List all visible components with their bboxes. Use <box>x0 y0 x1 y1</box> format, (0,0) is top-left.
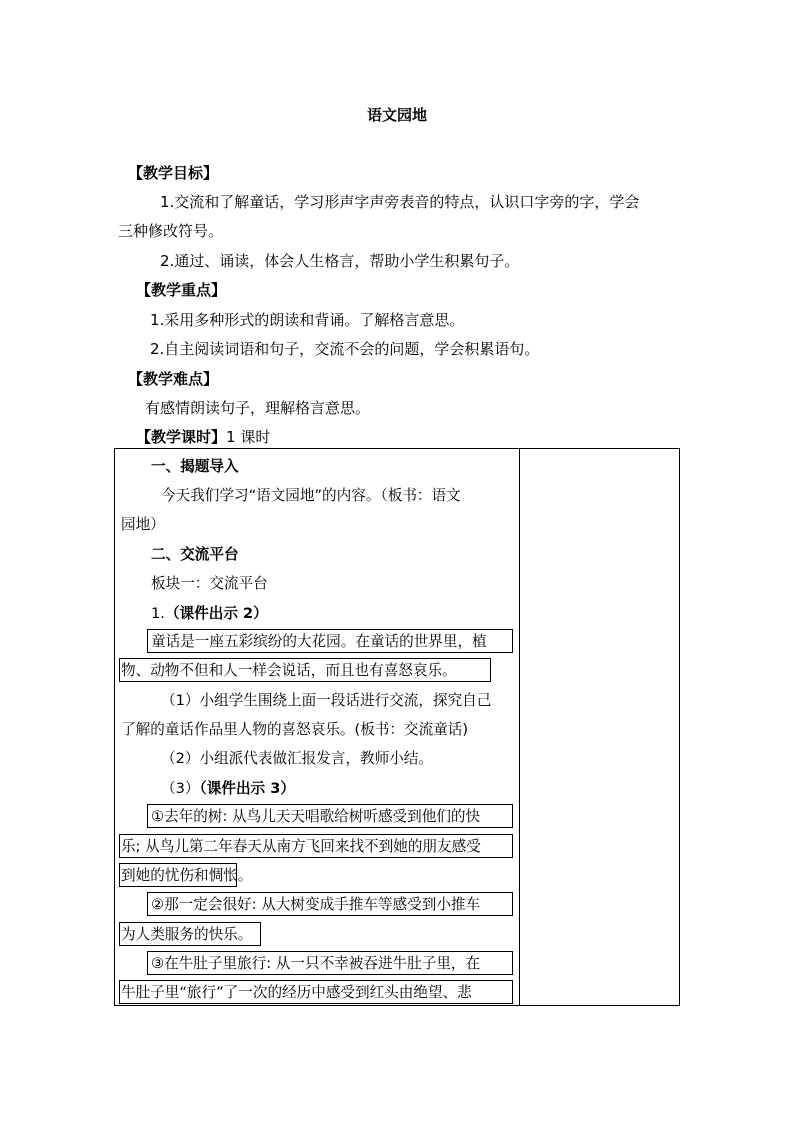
objective-2: 2.通过、诵读，体会人生格言，帮助小学生积累句子。 <box>160 252 520 270</box>
quote-3-line-2: 为人类服务的快乐。 <box>121 926 253 943</box>
quote-2-line-2: 乐; 从鸟儿第二年春天从南方飞回来找不到她的朋友感受 <box>121 838 481 855</box>
difficulties-text: 有感情朗读句子，理解格言意思。 <box>145 399 371 417</box>
paragraph-3-line <box>161 779 295 799</box>
section-1-line-2: 园地） <box>121 516 165 533</box>
page-title: 语文园地 <box>366 106 427 124</box>
section-2-heading: 二、交流平台 <box>151 546 239 563</box>
lesson-table <box>114 448 680 1006</box>
objective-1-line-1: 1.交流和了解童话，学习形声字声旁表音的特点，认识口字旁的字，学会 <box>160 193 640 211</box>
item-1-number: 1. <box>151 605 165 622</box>
objective-1-line-2: 三种修改符号。 <box>118 222 224 240</box>
paragraph-3-label: （课件出示 3） <box>199 780 295 797</box>
paragraph-2: （2）小组派代表做汇报发言，教师小结。 <box>161 750 433 767</box>
block-1-label: 板块一：交流平台 <box>151 575 268 592</box>
quote-3-line-1: ②那一定会很好: 从大树变成手推车等感受到小推车 <box>151 896 481 913</box>
lesson-cell <box>115 449 519 1005</box>
item-1-label: （课件出示 2） <box>164 605 268 622</box>
section-1-line-1: 今天我们学习“语文园地”的内容。（板书：语文 <box>161 487 461 504</box>
paragraph-1-line-1: （1）小组学生围绕上面一段话进行交流，探究自己 <box>161 692 492 709</box>
section-1-heading: 一、揭题导入 <box>151 458 239 475</box>
paragraph-3-number: （3） <box>161 780 200 797</box>
quote-1-line-2: 物、动物不但和人一样会说话，而且也有喜怒哀乐。 <box>121 662 457 679</box>
quote-4-line-2: 牛肚子里“旅行”了一次的经历中感受到红头由绝望、悲 <box>121 984 472 1001</box>
quote-2-line-1: ①去年的树: 从鸟儿天天唱歌给树听感受到他们的快 <box>151 808 481 825</box>
key-points-heading: 【教学重点】 <box>136 281 227 299</box>
quote-2-line-3: 到她的忧伤和惆怅。 <box>121 867 253 884</box>
hours-text: 1 课时 <box>226 428 271 446</box>
paragraph-1-line-2: 了解的童话作品里人物的喜怒哀乐。(板书：交流童话) <box>121 721 469 738</box>
hours-line <box>136 427 270 447</box>
hours-heading: 【教学课时】 <box>136 428 227 446</box>
objectives-heading: 【教学目标】 <box>128 164 219 182</box>
key-point-2: 2.自主阅读词语和句子，交流不会的问题，学会积累语句。 <box>150 340 540 358</box>
item-1-line <box>151 604 268 624</box>
quote-4-line-1: ③在牛肚子里旅行: 从一只不幸被吞进牛肚子里，在 <box>151 955 481 972</box>
quote-1-line-1: 童话是一座五彩缤纷的大花园。在童话的世界里，植 <box>151 633 487 650</box>
key-point-1: 1.采用多种形式的朗读和背诵。了解格言意思。 <box>150 311 465 329</box>
table-column-divider <box>519 449 520 1005</box>
difficulties-heading: 【教学难点】 <box>128 370 219 388</box>
